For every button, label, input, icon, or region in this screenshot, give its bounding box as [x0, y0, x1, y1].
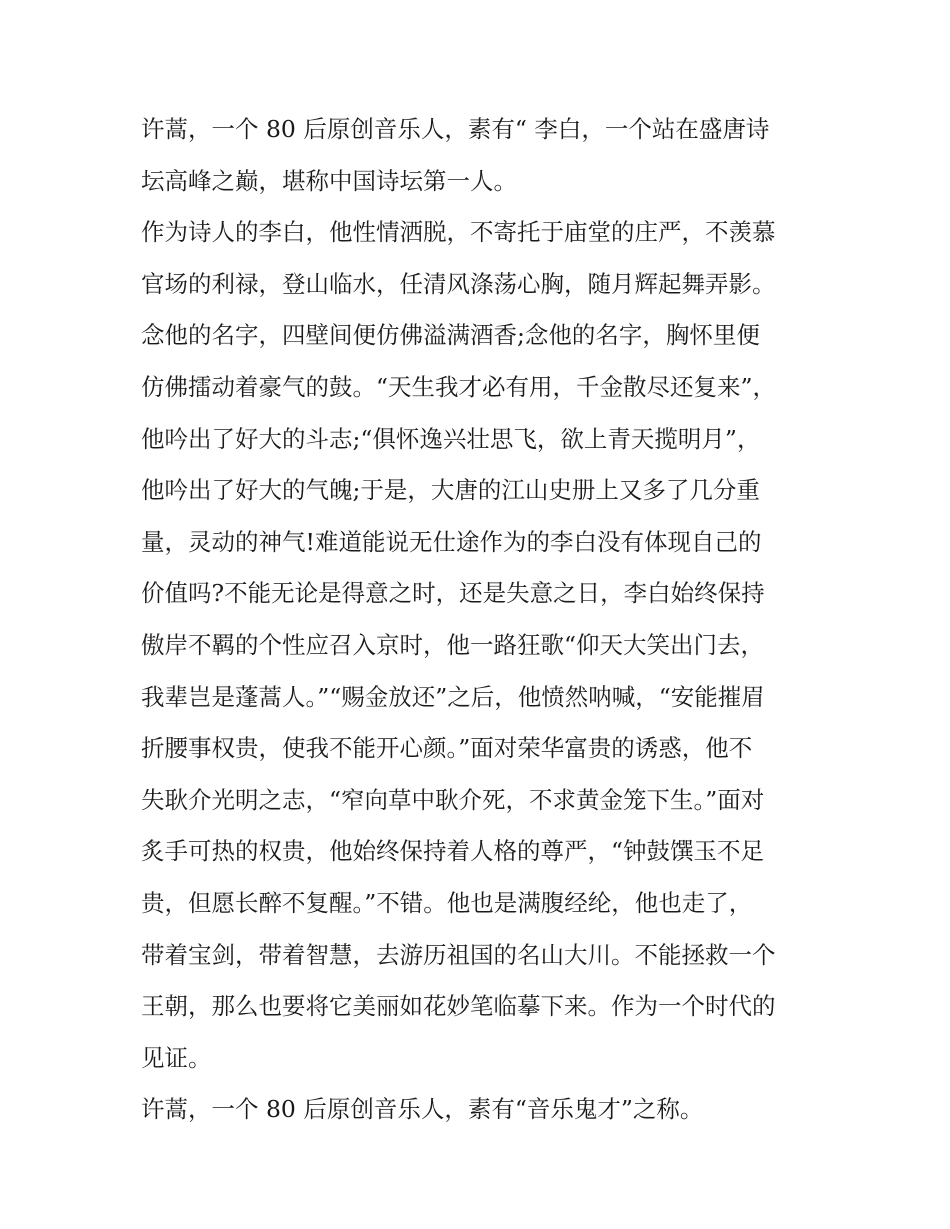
text-line: 王朝，那么也要将它美丽如花妙笔临摹下来。作为一个时代的 [141, 992, 776, 1021]
text-line: 带着宝剑，带着智慧，去游历祖国的名山大川。不能拯救一个 [141, 940, 776, 969]
text-line: 他吟出了好大的斗志;“俱怀逸兴壮思飞，欲上青天揽明月”， [141, 424, 761, 453]
text-line: 失耿介光明之志，“窄向草中耿介死，不求黄金笼下生。”面对 [141, 785, 765, 814]
text-line: 官场的利禄，登山临水，任清风涤荡心胸，随月辉起舞弄影。 [141, 269, 776, 298]
text-line: 折腰事权贵，使我不能开心颜。”面对荣华富贵的诱惑，他不 [141, 734, 753, 763]
text-line: 仿佛擂动着豪气的鼓。“天生我才必有用，千金散尽还复来”， [141, 372, 777, 401]
text-line: 量，灵动的神气!难道能说无仕途作为的李白没有体现自己的 [141, 527, 762, 556]
text-line: 傲岸不羁的个性应召入京时，他一路狂歌“仰天大笑出门去， [141, 630, 765, 659]
text-line: 价值吗?不能无论是得意之时，还是失意之日，李白始终保持 [141, 579, 765, 608]
text-line: 炙手可热的权贵，他始终保持着人格的尊严，“钟鼓馔玉不足 [141, 837, 765, 866]
text-line: 坛高峰之巅，堪称中国诗坛第一人。 [141, 166, 517, 195]
text-line: 我辈岂是蓬蒿人。”“赐金放还”之后，他愤然呐喊，“安能摧眉 [141, 682, 765, 711]
text-line: 许蒿，一个 80 后原创音乐人，素有“ 李白，一个站在盛唐诗 [141, 115, 770, 143]
text-line: 许蒿，一个 80 后原创音乐人，素有“音乐鬼才”之称。 [141, 1095, 704, 1124]
text-line: 他吟出了好大的气魄;于是，大唐的江山史册上又多了几分重 [141, 476, 760, 505]
text-line: 贵，但愿长醉不复醒。”不错。他也是满腹经纶，他也走了， [141, 888, 753, 917]
text-line: 念他的名字，四壁间便仿佛溢满酒香;念他的名字，胸怀里便 [141, 321, 760, 350]
text-line: 见证。 [141, 1043, 212, 1072]
text-line: 作为诗人的李白，他性情洒脱，不寄托于庙堂的庄严，不羡慕 [141, 218, 776, 247]
body-text [141, 104, 821, 1136]
